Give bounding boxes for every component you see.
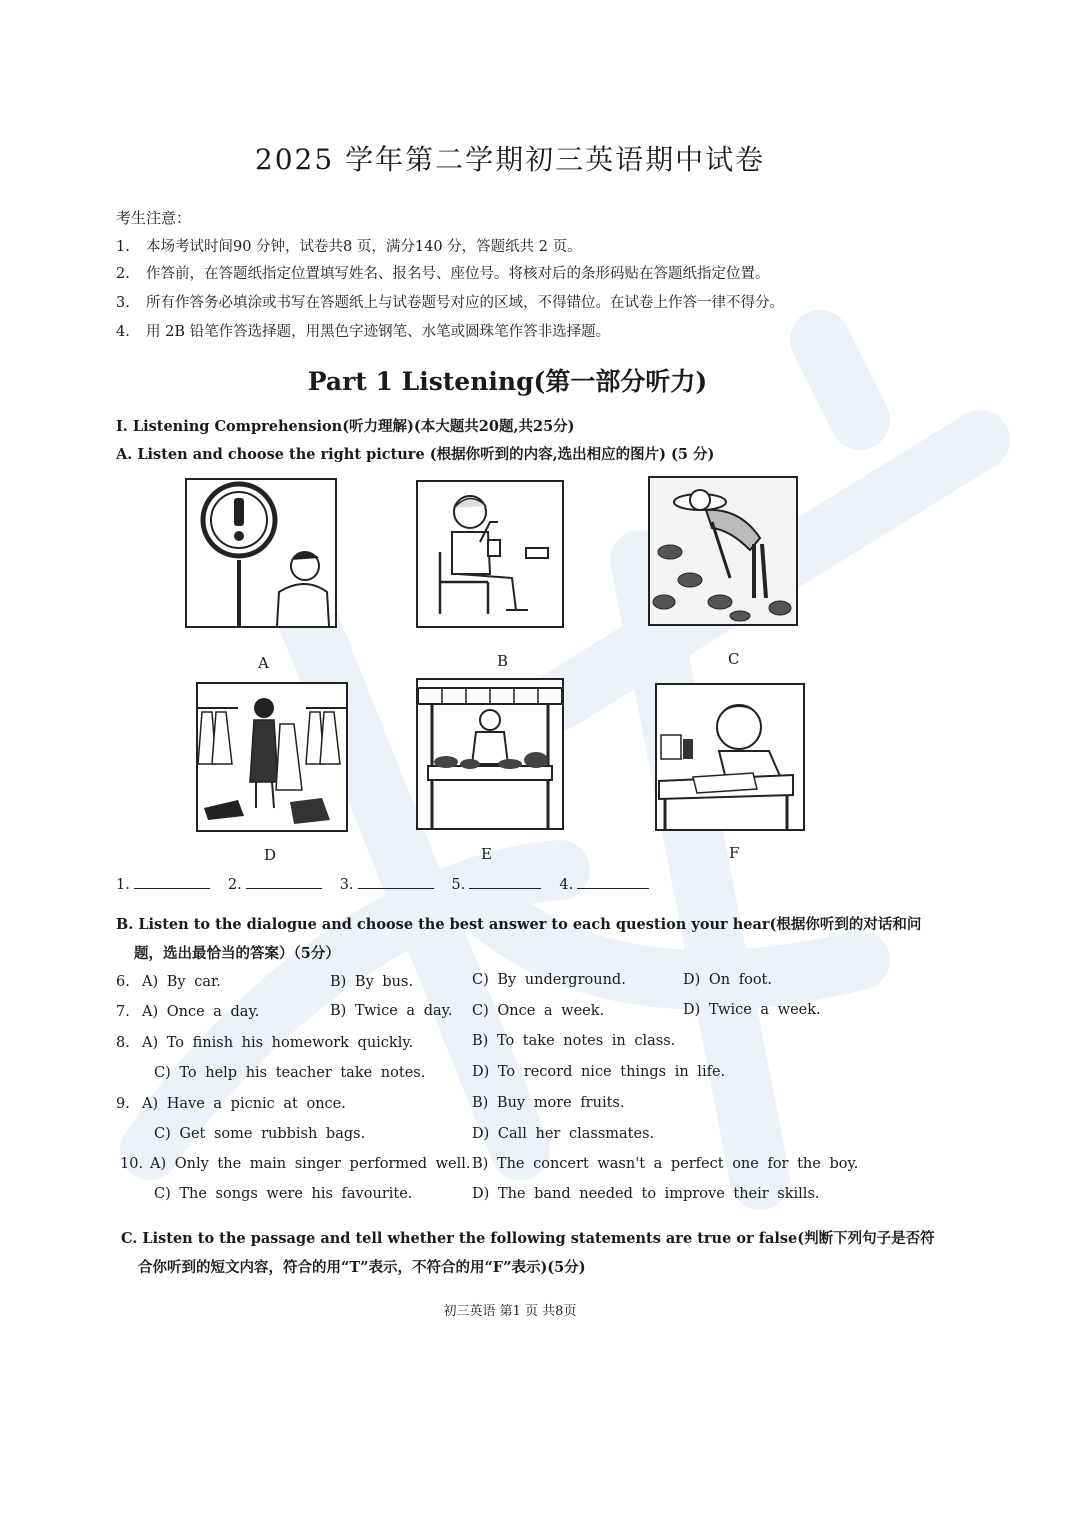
farmer-gardening-icon <box>650 478 796 624</box>
question-number: 8. <box>116 1035 130 1051</box>
option-d[interactable]: D) Call her classmates. <box>472 1126 655 1142</box>
boy-writing-icon <box>657 685 803 829</box>
option-d[interactable]: D) Twice a week. <box>683 1002 821 1018</box>
option-d[interactable]: D) On foot. <box>683 972 772 988</box>
option-a[interactable]: A) To finish his homework quickly. <box>142 1035 414 1051</box>
picture-label: A <box>258 654 269 672</box>
option-c[interactable]: C) To help his teacher take notes. <box>154 1065 426 1081</box>
option-c[interactable]: C) Get some rubbish bags. <box>154 1126 366 1142</box>
option-d[interactable]: D) To record nice things in life. <box>472 1064 726 1080</box>
picture-label: C <box>728 650 740 668</box>
exam-title: 2025 学年第二学期初三英语期中试卷 <box>254 143 766 176</box>
question-number: 10. <box>120 1156 144 1172</box>
answer-blank[interactable]: 1. <box>116 874 210 893</box>
notice-item: 1. 本场考试时间90 分钟，试卷共8 页，满分140 分，答题纸共 2 页。 <box>116 239 582 255</box>
picture-e <box>416 678 564 830</box>
answer-blank[interactable]: 2. <box>228 874 322 893</box>
question-number: 7. <box>116 1004 130 1020</box>
picture-c <box>648 476 798 626</box>
picture-a <box>185 478 337 628</box>
option-a[interactable]: A) Only the main singer performed well. <box>150 1156 471 1172</box>
section-c-heading: C. Listen to the passage and tell whether the following statements are true or false(判断下列句子是否符 <box>121 1230 935 1247</box>
option-b[interactable]: B) Twice a day. <box>330 1003 453 1019</box>
answer-blanks <box>116 874 649 893</box>
option-b[interactable]: B) The concert wasn't a perfect one for the boy. <box>472 1156 859 1172</box>
answer-blank[interactable]: 3. <box>340 874 434 893</box>
picture-f <box>655 683 805 831</box>
notice-item: 2. 作答前，在答题纸指定位置填写姓名、报名号、座位号。将核对后的条形码贴在答题纸指定位置。 <box>116 266 770 282</box>
notice-item: 3. 所有作答务必填涂或书写在答题纸上与试卷题号对应的区域，不得错位。在试卷上作答一律不得分。 <box>116 295 784 311</box>
answer-blank[interactable]: 4. <box>559 874 649 893</box>
option-c[interactable]: C) The songs were his favourite. <box>154 1186 413 1202</box>
option-b[interactable]: B) To take notes in class. <box>472 1033 676 1049</box>
picture-label: D <box>264 846 277 864</box>
question-number: 6. <box>116 974 130 990</box>
vegetable-stall-icon <box>418 680 562 828</box>
option-c[interactable]: C) Once a week. <box>472 1003 605 1019</box>
section-b-heading-cont: 题，选出最恰当的答案）（5分） <box>134 945 340 962</box>
question-number: 9. <box>116 1096 130 1112</box>
page-footer: 初三英语 第1 页 共8页 <box>443 1304 577 1319</box>
notice-label: 考生注意： <box>116 209 192 227</box>
option-d[interactable]: D) The band needed to improve their skills. <box>472 1186 820 1202</box>
section-b-heading: B. Listen to the dialogue and choose the best answer to each question your hear(根据你听到的对话和问 <box>116 916 922 933</box>
picture-label: F <box>729 844 740 862</box>
picture-label: B <box>497 652 509 670</box>
section-a-heading: A. Listen and choose the right picture (根据你听到的内容,选出相应的图片) (5 分) <box>116 446 715 463</box>
picture-b <box>416 480 564 628</box>
boy-eating-icon <box>418 482 562 626</box>
option-c[interactable]: C) By underground. <box>472 972 626 988</box>
option-b[interactable]: B) By bus. <box>330 974 414 990</box>
option-b[interactable]: B) Buy more fruits. <box>472 1095 625 1111</box>
option-a[interactable]: A) Once a day. <box>142 1004 260 1020</box>
picture-label: E <box>481 845 492 863</box>
notice-item: 4. 用 2B 铅笔作答选择题，用黑色字迹钢笔、水笔或圆珠笔作答非选择题。 <box>116 324 611 340</box>
option-a[interactable]: A) Have a picnic at once. <box>142 1096 346 1112</box>
section-c-heading-cont: 合你听到的短文内容，符合的用“T”表示，不符合的用“F”表示)(5分) <box>138 1259 586 1276</box>
option-a[interactable]: A) By car. <box>142 974 221 990</box>
picture-d <box>196 682 348 832</box>
woman-shopping-clothes-icon <box>198 684 346 830</box>
warning-sign-icon <box>187 480 335 626</box>
answer-blank[interactable]: 5. <box>452 874 542 893</box>
section-i-heading: I. Listening Comprehension(听力理解)(本大题共20题,共25分) <box>116 418 575 435</box>
part-title: Part 1 Listening(第一部分听力) <box>307 367 708 396</box>
